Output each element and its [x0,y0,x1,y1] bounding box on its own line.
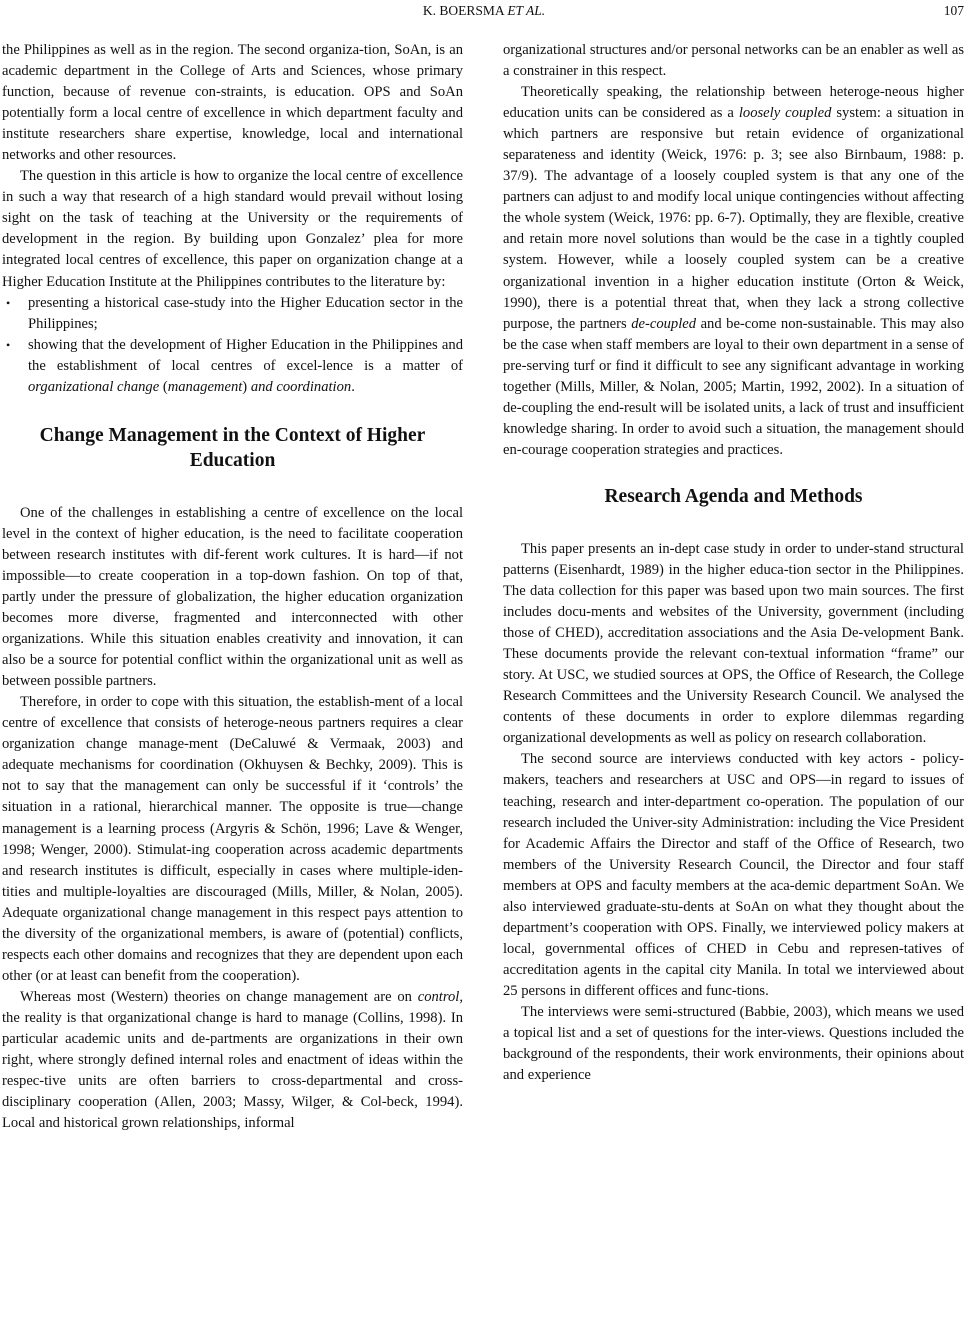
bullet-icon: • [6,337,11,352]
emphasis: control [417,988,460,1005]
paragraph: organizational structures and/or personal networks can be an enabler as well as a constrainer in this respect. [503,42,964,80]
emphasis: de-coupled [631,315,697,332]
section-heading: Research Agenda and Methods [604,485,863,507]
text-run: Theoretically speaking, the relationship between heteroge-neous higher education units can be considered as a [503,84,964,122]
text-run: ( [159,378,168,395]
page-number: 107 [943,3,964,18]
paragraph: This paper presents an in-dept case study in order to under-stand structural patterns (Eisenhardt, 1989) in the higher educa-tion sector in the Philippines. The data collection for this paper was based upon two main sources. The first includes docu-ments and websites of the University, government (including those of CHED), accreditation associations and the Asia De-velopment Bank. These documents provide the relevant con-textual information “frame” our story. At USC, we studied sources at OPS, the Office of Research, the College Research Committees and the University Research Council. We analysed the contents of these documents in order to explore dilemmas regarding organizational developments as well as policy on research collaboration. [503,540,964,747]
text-run: . [351,378,355,395]
bullet-icon: • [6,295,11,310]
left-column [2,40,463,1134]
list-item [2,335,463,398]
emphasis: loosely coupled [738,105,832,122]
authors-name: K. BOERSMA [422,3,508,18]
paragraph [2,987,463,1134]
paragraph: the Philippines as well as in the region. The second organiza-tion, SoAn, is an academic department in the College of Arts and Sciences, whose primary function, because of revenue con-straints, is education. OPS and SoAn potentially form a local centre of excellence in which department faculty and institute researchers share expertise, knowledge, local and international networks and other resources. [2,42,463,164]
right-column [503,40,964,1086]
running-header [0,0,968,22]
paragraph: The second source are interviews conducted with key actors - policy-makers, teachers and researchers at USC and OPS—in regard to issues of teaching, research and inter-department co-operation. The population of our research included the Univer-sity Administration: including the Vice President for Academic Affairs the Director and staff of the Office of Research, two members of the University Research Council, the Director and four staff members at OPS and faculty members at the aca-demic department SoAn. We also interviewed graduate-stu-dents at SoAn on what they thought about the department’s cooperation with OPS. Finally, we interviewed policy makers at local, governmental offices of CHED in Cebu and represen-tatives of accreditation agents in the capital city Manila. In total we interviewed about 25 persons in different offices and func-tions. [503,751,964,999]
list-item-text: presenting a historical case-study into the Higher Education sector in the Philippines; [28,294,463,332]
contribution-list [2,293,463,398]
text-run: ) [242,378,251,395]
text-run: Whereas most (Western) theories on change management are on [20,988,418,1005]
paragraph: Therefore, in order to cope with this situation, the establish-ment of a local centre of excellence that consists of heteroge-neous partners requires a clear organization change manage-ment (DeCaluwé & Vermaak, 2003) and adequate mechanisms for coordination (Okhuysen & Bechky, 2009). This is not to say that the management can only be successful if it ‘controls’ the situation in a rational, hierarchical manner. The opposite is true—change management is a learning process (Argyris & Schön, 1996; Lave & Wenger, 1998; Wenger, 2000). Stimulat-ing cooperation across academic departments and research institutes is difficult, especially in cases where multiple-iden-tities and multiple-loyalties are discouraged (Mills, Miller, & Nolan, 2005). Adequate organizational change management in this respect pays attention to the diversity of the organizational members, is aware of (potential) conflicts, respects each other domains and recognizes that they are dependent upon each other (or at least can benefit from the cooperation). [2,694,463,984]
emphasis: and coordination [250,378,352,395]
emphasis: organizational change [28,378,160,395]
authors-et-al: ET AL. [507,3,546,18]
running-header-authors [0,0,968,22]
text-run: , the reality is that organizational change is hard to manage (Collins, 1998). In particular academic units and de-partments are organizations in their own right, where strongly defined internal roles and enactment of ideas within the respec-tive units are often barriers to cross-departmental and cross-disciplinary cooperation (Allen, 2003; Massy, Wilger, & Col-beck, 1994). Local and historical grown relationships, informal [2,988,463,1132]
text-run: system: a situation in which partners are responsive but retain evidence of organizational separateness and identity (Weick, 1976: p. 3; see also Birnbaum, 1988: p. 37/9). The advantage of a loosely coupled system is that any one of the partners can adjust to and modify local unique contingencies without affecting the whole system (Weick, 1976: pp. 6-7). Optimally, they are flexible, creative and retain more novel solutions than would be the case in a tightly coupled system. However, while a loosely coupled system can be a creative organizational invention in a higher education institute (Orton & Weick, 1990), there is a potential threat that, when they lack a strong collective purpose, the partners [503,105,964,332]
section-heading: Change Management in the Context of Higher Education [39,424,426,471]
list-item-text [28,337,463,395]
paragraph: The interviews were semi-structured (Babbie, 2003), which means we used a topical list and a set of questions for the inter-views. Questions included the background of the respondents, their work environments, their opinions about and experience [503,1003,964,1084]
paragraph [503,82,964,461]
emphasis: management [167,378,243,395]
list-item [2,293,463,335]
text-run: showing that the development of Higher Education in the Philippines and the establishment of local centres of excel-lence is a matter of [28,336,463,374]
paragraph: The question in this article is how to organize the local centre of excellence in such a way that research of a high standard would prevail without losing sight on the task of teaching at the University or the requirements of development in the region. By building upon Gonzalez’ plea for more integrated local centres of excellence, this paper on organization change at a Higher Education Institute at the Philippines contributes to the literature by: [2,168,463,290]
paragraph: One of the challenges in establishing a centre of excellence on the local level in the context of higher education, is the need to facilitate cooperation between research institutes with dif-ferent work cultures. It is hard—if not impossible—to create cooperation in a top-down fashion. On top of that, partly under the pressure of globalization, the higher education organization becomes more diverse, fragmented and interconnected with other organizations. While this situation enables creativity and innovation, it can also be a source for potential conflict within the organizational unit as well as between possible partners. [2,504,463,690]
text-run: and be-come non-sustainable. This may also be the case when staff members are loyal to their own department in a sense of pre-serving turf or find it difficult to see any significant advantage in working together (Mills, Miller, & Nolan, 2005; Martin, 1992, 2002). In a situation of de-coupling the end-result will be isolated units, a lack of trust and insufficient knowledge sharing. In order to avoid such a situation, the management should en-courage cooperation strategies and practices. [503,315,964,458]
